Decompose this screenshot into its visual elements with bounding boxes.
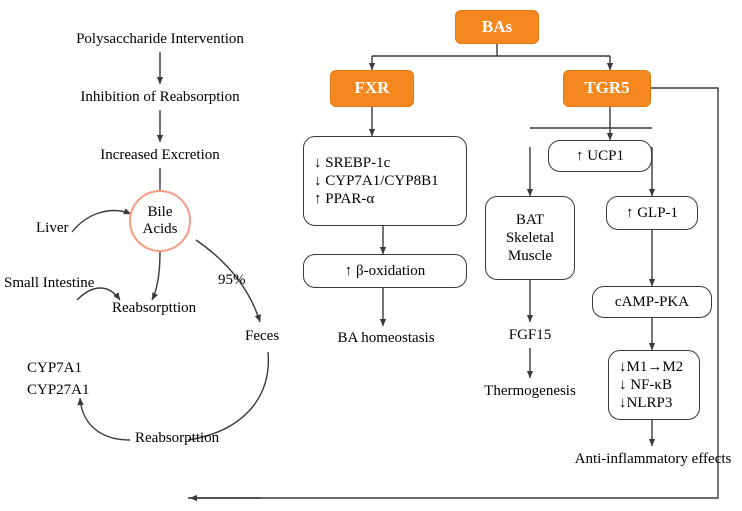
increased-excretion-label: Increased Excretion (100, 146, 220, 163)
bat-label: BAT (515, 211, 545, 228)
nfkb-label: ↓ NF-κB (619, 376, 672, 393)
srebp1c-label: ↓ SREBP-1c (314, 154, 391, 171)
tgr5-node[interactable]: TGR5 (563, 70, 651, 107)
beta-oxidation-box: ↑ β-oxidation (303, 254, 467, 288)
fgf15-label: FGF15 (508, 326, 552, 343)
reabsorption-label-2: Reabsorpttion (135, 430, 220, 446)
fxr-node[interactable]: FXR (330, 70, 414, 107)
reabsorption-label-1: Reabsorpttion (112, 300, 197, 316)
bile-acids-line1: Bile (147, 203, 173, 220)
percent-label: 95% (218, 272, 246, 288)
fxr-targets-box (303, 136, 467, 226)
macrophage-polarization-box (608, 350, 700, 420)
feces-label: Feces (245, 328, 280, 344)
camp-pka-box: cAMP-PKA (592, 286, 712, 318)
inhibition-of-reabsorption-label: Inhibition of Reabsorption (80, 88, 240, 105)
liver-label: Liver (36, 220, 69, 236)
bile-acids-line2: Acids (142, 221, 178, 237)
glp1-box: ↑ GLP-1 (606, 196, 698, 230)
cyp7a1-cyp8b1-label: ↓ CYP7A1/CYP8B1 (314, 172, 439, 189)
anti-inflammatory-effects-label: Anti-inflammatory effects (574, 450, 732, 467)
bat-skeletal-muscle-box (485, 196, 575, 280)
muscle-label: Muscle (507, 248, 553, 265)
bile-acids-node (129, 190, 191, 252)
ppar-alpha-label: ↑ PPAR-α (314, 191, 375, 208)
ucp1-box: ↑ UCP1 (548, 140, 652, 172)
skeletal-label: Skeletal (505, 229, 555, 246)
m1-m2-label: ↓M1→M2 (619, 358, 684, 375)
cyp27a1-label: CYP27A1 (27, 382, 90, 398)
bas-node[interactable]: BAs (455, 10, 539, 44)
cyp7a1-label: CYP7A1 (27, 360, 83, 376)
polysaccharide-intervention-label: Polysaccharide Intervention (76, 30, 244, 47)
thermogenesis-label: Thermogenesis (484, 382, 576, 399)
ba-homeostasis-label: BA homeostasis (337, 329, 435, 346)
nlrp3-label: ↓NLRP3 (619, 395, 673, 412)
small-intestine-label: Small Intestine (4, 275, 95, 291)
